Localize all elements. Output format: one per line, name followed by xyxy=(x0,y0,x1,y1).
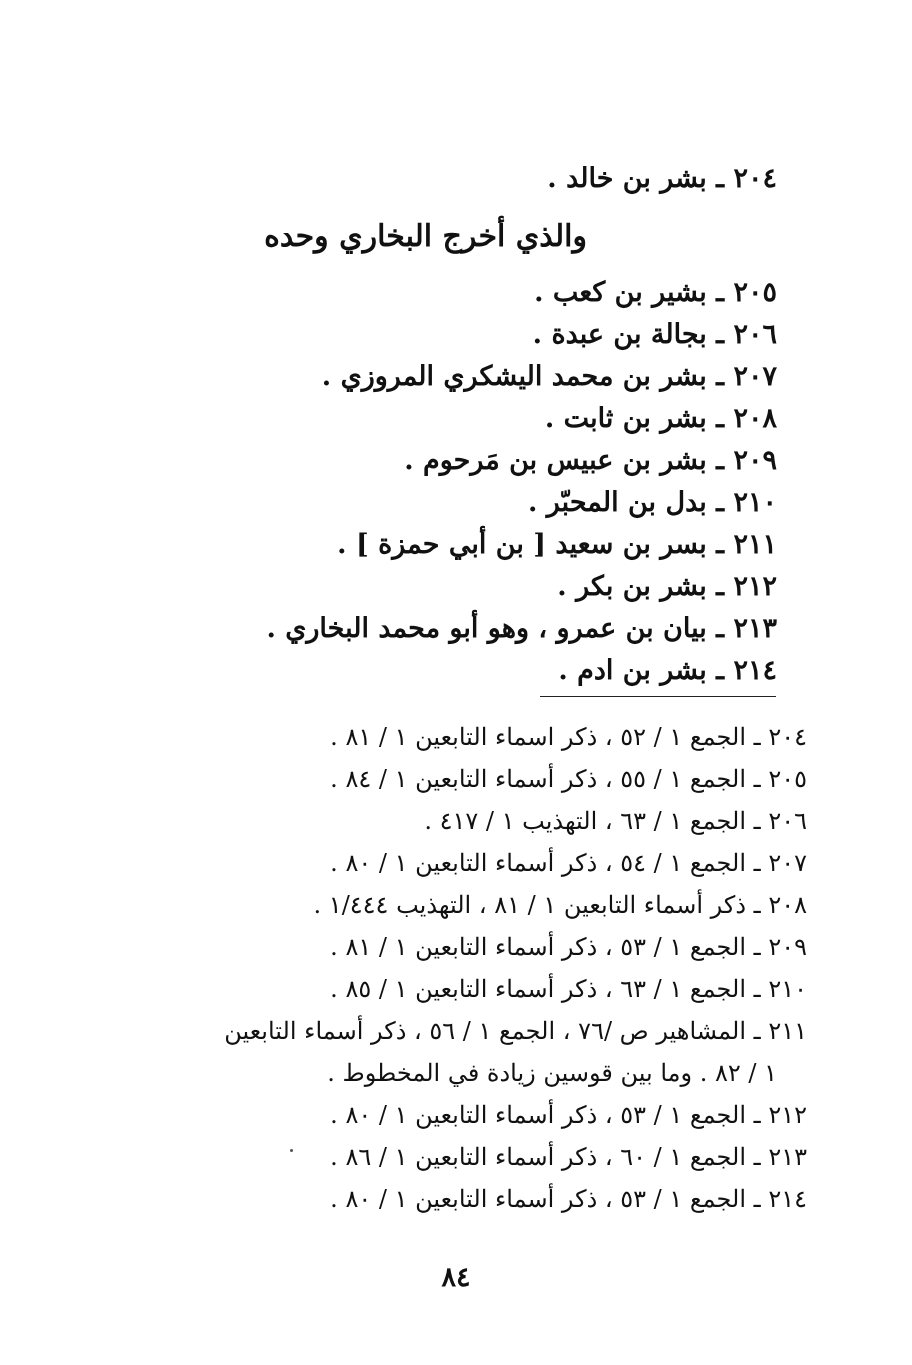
list-item: ٢١٢ ـ بشر بن بكر . xyxy=(557,571,777,602)
footnote: ٢٠٩ ـ الجمع ١ / ٥٣ ، ذكر أسماء التابعين ١ / ٨١ . xyxy=(330,933,807,961)
footnote-divider xyxy=(540,696,776,697)
footnote: ٢٠٨ ـ ذكر أسماء التابعين ١ / ٨١ ، التهذيب ١/٤٤٤ . xyxy=(313,891,807,919)
footnote: ٢١٠ ـ الجمع ١ / ٦٣ ، ذكر أسماء التابعين ١ / ٨٥ . xyxy=(330,975,807,1003)
list-item: ٢٠٦ ـ بجالة بن عبدة . xyxy=(532,319,777,350)
list-item: ٢١٠ ـ بدل بن المحبّر . xyxy=(527,487,777,518)
section-heading: والذي أخرج البخاري وحده xyxy=(264,219,587,254)
footnote: ٢٠٥ ـ الجمع ١ / ٥٥ ، ذكر أسماء التابعين ١ / ٨٤ . xyxy=(330,765,807,793)
list-item: ٢٠٧ ـ بشر بن محمد اليشكري المروزي . xyxy=(321,361,777,392)
list-item: ٢١٤ ـ بشر بن ادم . xyxy=(558,655,777,686)
list-item: ٢١٣ ـ بيان بن عمرو ، وهو أبو محمد البخاري . xyxy=(266,613,777,644)
footnote: ٢٠٧ ـ الجمع ١ / ٥٤ ، ذكر أسماء التابعين ١ / ٨٠ . xyxy=(330,849,807,877)
page-number: ٨٤ xyxy=(441,1262,471,1293)
footnote: ٢١٣ ـ الجمع ١ / ٦٠ ، ذكر أسماء التابعين ١ / ٨٦ . xyxy=(330,1143,807,1171)
print-speck xyxy=(290,1149,293,1152)
footnote: ٢١١ ـ المشاهير ص /٧٦ ، الجمع ١ / ٥٦ ، ذكر أسماء التابعين xyxy=(224,1017,807,1045)
list-item: ٢١١ ـ بسر بن سعيد [ بن أبي حمزة ] . xyxy=(337,529,777,560)
list-item: ٢٠٤ ـ بشر بن خالد . xyxy=(547,163,777,194)
footnotes xyxy=(107,716,807,1220)
list-item: ٢٠٩ ـ بشر بن عبيس بن مَرحوم . xyxy=(404,445,777,476)
footnote: ٢٠٤ ـ الجمع ١ / ٥٢ ، ذكر اسماء التابعين ١ / ٨١ . xyxy=(330,723,807,751)
footnote-continuation: ١ / ٨٢ . وما بين قوسين زيادة في المخطوط . xyxy=(327,1059,777,1087)
footnote: ٢٠٦ ـ الجمع ١ / ٦٣ ، التهذيب ١ / ٤١٧ . xyxy=(424,807,807,835)
footnote: ٢١٢ ـ الجمع ١ / ٥٣ ، ذكر أسماء التابعين ١ / ٨٠ . xyxy=(330,1101,807,1129)
list-item: ٢٠٨ ـ بشر بن ثابت . xyxy=(544,403,777,434)
list-item: ٢٠٥ ـ بشير بن كعب . xyxy=(534,277,777,308)
footnote: ٢١٤ ـ الجمع ١ / ٥٣ ، ذكر أسماء التابعين ١ / ٨٠ . xyxy=(330,1185,807,1213)
entry-list xyxy=(117,158,777,692)
